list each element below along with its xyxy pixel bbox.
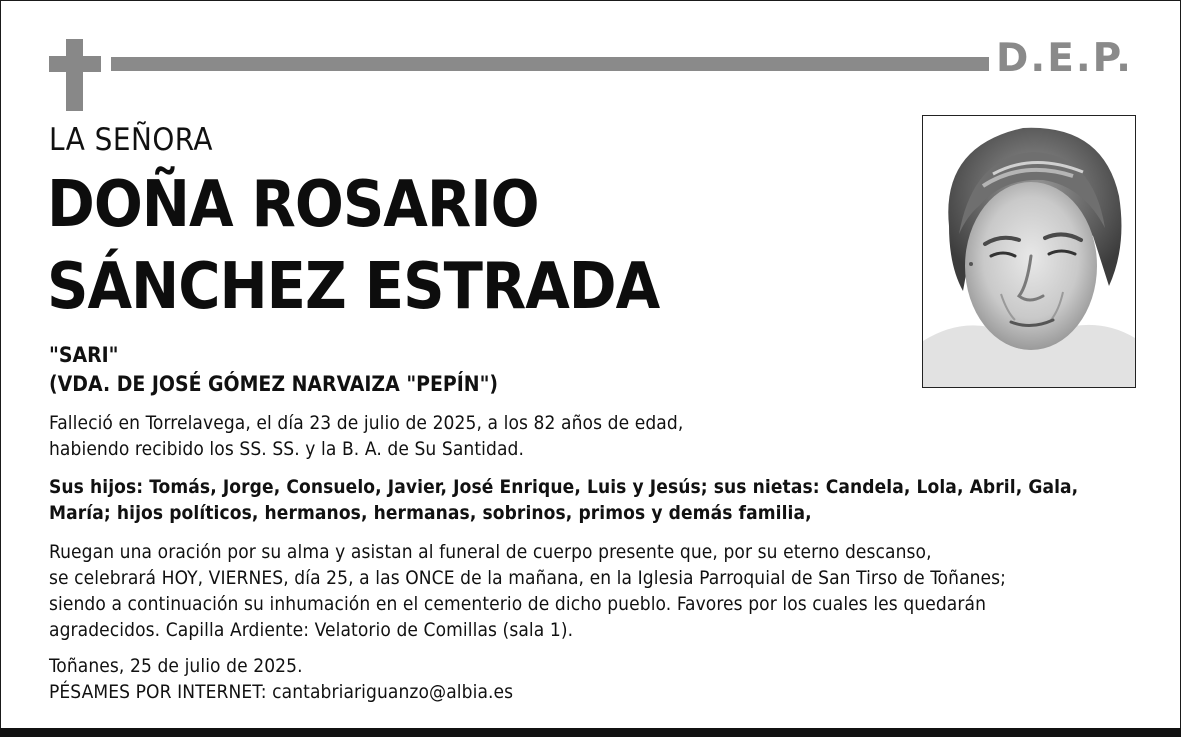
- funeral-line-1: Ruegan una oración por su alma y asistan al funeral de cuerpo presente que, por su eterno descanso,: [49, 541, 932, 563]
- deceased-name-line-2: SÁNCHEZ ESTRADA: [47, 250, 660, 324]
- place-date: Toñanes, 25 de julio de 2025.: [49, 655, 303, 677]
- death-notice: [49, 410, 683, 462]
- cross-icon: [49, 39, 101, 111]
- bottom-border-bar: [0, 728, 1181, 737]
- dep-label: D.E.P.: [996, 36, 1133, 81]
- death-notice-line-1: Falleció en Torrelavega, el día 23 de julio de 2025, a los 82 años de edad,: [49, 412, 684, 434]
- funeral-line-3: siendo a continuación su inhumación en el cementerio de dicho pueblo. Favores por los cuales les quedarán: [49, 593, 986, 615]
- funeral-notice: [49, 539, 1006, 643]
- widow-of: (VDA. DE JOSÉ GÓMEZ NARVAIZA "PEPÍN"): [49, 372, 499, 396]
- cross-horizontal-bar: [49, 56, 101, 72]
- funeral-line-2: se celebrará HOY, VIERNES, día 25, a las ONCE de la mañana, en la Iglesia Parroquial de San Tirso de Toñanes;: [49, 567, 1007, 589]
- funeral-line-4: agradecidos. Capilla Ardiente: Velatorio de Comillas (sala 1).: [49, 619, 574, 641]
- portrait-photo: [922, 115, 1136, 388]
- honorific: LA SEÑORA: [49, 122, 213, 158]
- nickname: "SARI": [49, 343, 119, 367]
- family-line-1: Sus hijos: Tomás, Jorge, Consuelo, Javier, José Enrique, Luis y Jesús; sus nietas: Candela, Lola, Abril, Gala,: [49, 476, 1079, 498]
- condolences-contact: PÉSAMES POR INTERNET: cantabriariguanzo@albia.es: [49, 681, 514, 703]
- death-notice-line-2: habiendo recibido los SS. SS. y la B. A. de Su Santidad.: [49, 438, 525, 460]
- cross-vertical-bar: [66, 39, 83, 111]
- header-rule: [111, 57, 989, 71]
- portrait-illustration: [923, 116, 1135, 387]
- family-list: [49, 474, 1078, 526]
- footer: [49, 653, 513, 705]
- deceased-name-line-1: DOÑA ROSARIO: [47, 168, 539, 242]
- family-line-2: María; hijos políticos, hermanos, hermanas, sobrinos, primos y demás familia,: [49, 502, 812, 524]
